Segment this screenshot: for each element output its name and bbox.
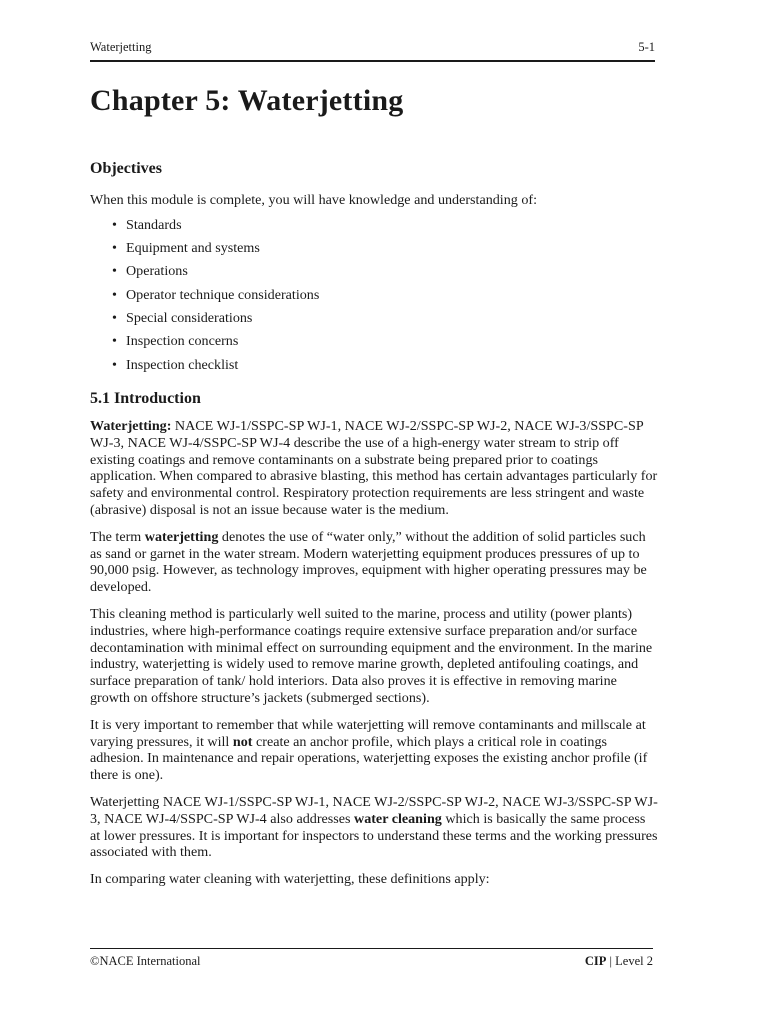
paragraph-definitions-intro: In comparing water cleaning with waterjetting, these definitions apply: xyxy=(90,871,490,888)
objectives-list xyxy=(90,214,658,377)
page-footer xyxy=(90,948,653,969)
list-item: • Special considerations xyxy=(112,309,253,326)
objectives-section xyxy=(90,160,658,377)
paragraph-waterjetting-definition: Waterjetting: NACE WJ-1/SSPC-SP WJ-1, NACE WJ-2/SSPC-SP WJ-2, NACE WJ-3/SSPC-SP WJ-3, NACE WJ-4/SSPC-SP WJ-4 describe the use of a high-energy water stream to strip off existing coatings and remove contaminants on a substrate being prepared prior to coatings application. When compared to abrasive blasting, this method has certain advantages particularly for safety and environmental control. Respiratory protection requirements are less stringent and waste (abrasive) disposal is not an issue because water is the medium. xyxy=(90,418,658,518)
paragraph-water-cleaning: Waterjetting NACE WJ-1/SSPC-SP WJ-1, NACE WJ-2/SSPC-SP WJ-2, NACE WJ-3/SSPC-SP WJ-3, NACE WJ-4/SSPC-SP WJ-4 also addresses water cleaning which is basically the same process at lower pressures. It is important for inspectors to understand these terms and the working pressures associated with them. xyxy=(90,793,658,861)
introduction-section xyxy=(90,390,658,898)
objectives-intro: When this module is complete, you will have knowledge and understanding of: xyxy=(90,192,537,208)
chapter-title: Chapter 5: Waterjetting xyxy=(90,84,404,117)
header-page-number: 5-1 xyxy=(638,40,655,54)
list-item: • Inspection checklist xyxy=(112,356,239,373)
paragraph-anchor-profile: It is very important to remember that while waterjetting will remove contaminants and millscale at varying pressures, it will not create an anchor profile, which plays a critical role in coatings adhesion. In maintenance and repair operations, waterjetting exposes the existing anchor profile (if there is one). xyxy=(90,716,648,784)
list-item: • Inspection concerns xyxy=(112,333,239,350)
paragraph-industries: This cleaning method is particularly well suited to the marine, process and utility (power plants) industries, where high-performance coatings require extensive surface preparation and/or surface decontamination with minimal effect on surrounding equipment and the environment. In the marine industry, waterjetting is widely used to remove marine growth, depleted antifouling coatings, and surface preparation of tank/ hold interiors. Data also proves it is effective in removing marine growth on offshore structure’s jackets (submerged sections). xyxy=(90,605,653,706)
paragraph-term-waterjetting: The term waterjetting denotes the use of “water only,” without the addition of solid particles such as sand or garnet in the water stream. Modern waterjetting equipment produces pressures of up to 90,000 psig. However, as technology improves, equipment with higher operating pressures may be developed. xyxy=(90,528,647,596)
footer-course-level: CIP | Level 2 xyxy=(584,954,653,968)
introduction-heading: 5.1 Introduction xyxy=(90,390,201,407)
list-item: • Operations xyxy=(112,263,188,280)
list-item: • Operator technique considerations xyxy=(112,286,320,303)
list-item: • Equipment and systems xyxy=(112,240,260,257)
objectives-heading: Objectives xyxy=(90,160,162,177)
running-header xyxy=(90,40,655,62)
header-chapter-name: Waterjetting xyxy=(90,40,152,54)
list-item: • Standards xyxy=(112,216,182,233)
footer-copyright: ©NACE International xyxy=(90,954,201,968)
